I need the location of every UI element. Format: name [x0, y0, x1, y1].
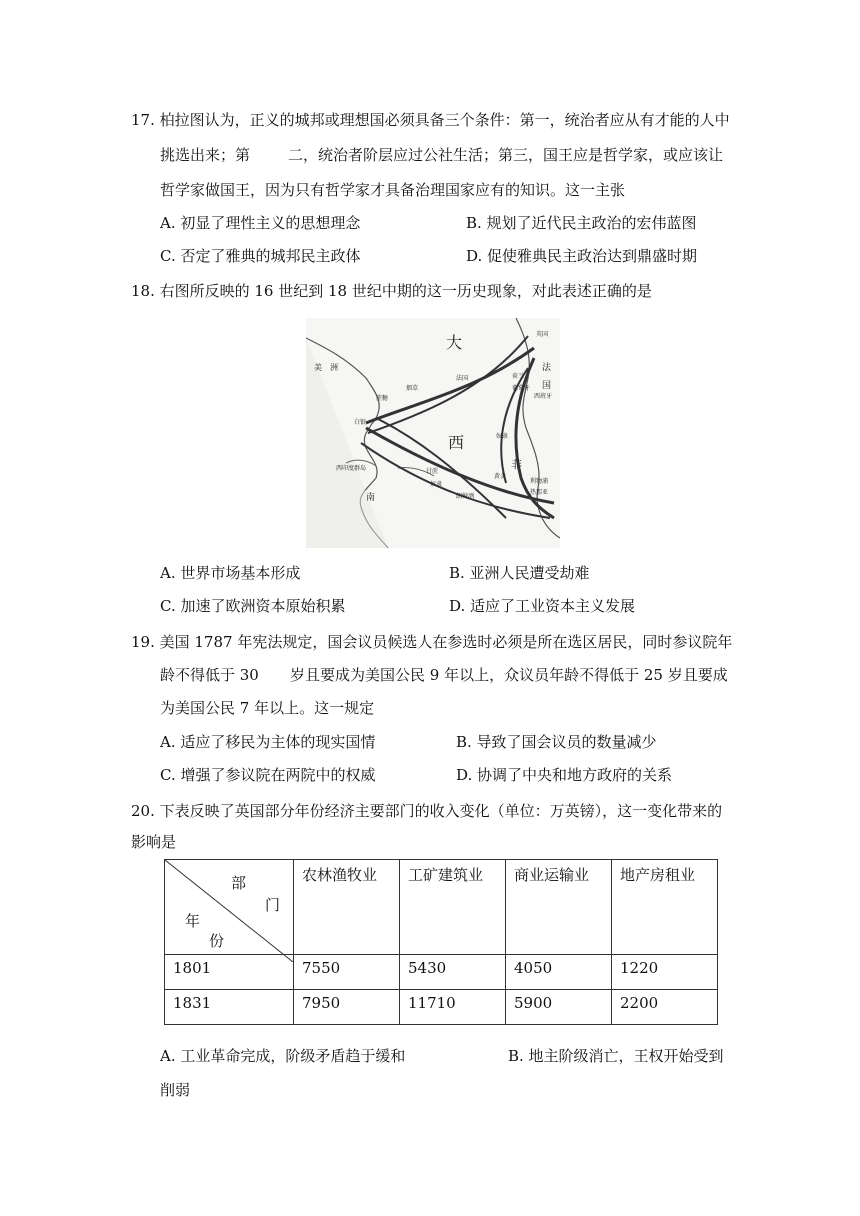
- q17-stem-line3: 哲学家做国王，因为只有哲学家才具备治理国家应有的知识。这一主张: [160, 181, 626, 199]
- map-label-genoa: 热那亚: [530, 489, 549, 496]
- map-label-africa: 非: [511, 458, 522, 471]
- economic-sector-table: [164, 859, 718, 1025]
- map-label-slaves-2: 奴隶: [430, 481, 443, 488]
- table-row: [165, 990, 718, 1025]
- q17-stem-line1: 17. 柏拉图认为，正义的城邦或理想国必须具备三个条件：第一，统治者应从有才能的人中: [131, 111, 730, 129]
- map-label-america: 美 洲: [314, 363, 338, 372]
- map-label-portugal: 葡萄牙: [512, 385, 531, 392]
- q19-option-b[interactable]: B. 导致了国会议员的数量减少: [456, 733, 657, 751]
- q20-option-b-cont: 削弱: [160, 1081, 191, 1099]
- q17-option-a[interactable]: A. 初显了理性主义的思想理念: [160, 214, 361, 232]
- table-cell: 7550: [294, 955, 400, 990]
- map-label-silver: 白银: [354, 419, 367, 426]
- table-header: 农林渔牧业: [294, 860, 400, 955]
- q20-option-a[interactable]: A. 工业革命完成，阶级矛盾趋于缓和: [160, 1047, 406, 1065]
- q19-option-c[interactable]: C. 增强了参议院在两院中的权威: [160, 766, 376, 784]
- corner-label-men: 门: [265, 896, 281, 914]
- table-cell-year: 1801: [165, 955, 294, 990]
- q19-option-a[interactable]: A. 适应了移民为主体的现实国情: [160, 733, 376, 751]
- q18-option-c[interactable]: C. 加速了欧洲资本原始积累: [160, 597, 346, 615]
- map-label-south: 南: [366, 493, 376, 503]
- q20-option-b[interactable]: B. 地主阶级消亡，王权开始受到: [508, 1047, 724, 1065]
- q18-stem-line1: 18. 右图所反映的 16 世纪到 18 世纪中期的这一历史现象，对此表述正确的是: [131, 282, 652, 300]
- q18-option-a[interactable]: A. 世界市场基本形成: [160, 564, 301, 582]
- q18-option-b[interactable]: B. 亚洲人民遭受劫难: [449, 564, 590, 582]
- corner-label-fen: 份: [209, 932, 225, 950]
- map-label-west-indies: 西印度群岛: [336, 465, 367, 472]
- map-label-england: 英国: [536, 331, 549, 338]
- table-corner-cell: [165, 860, 294, 955]
- q19-stem-line2a: 龄不得低于 30: [160, 666, 259, 684]
- map-label-holland: 荷兰: [512, 373, 525, 380]
- q19-stem-line3: 为美国公民 7 年以上。这一规定: [160, 699, 375, 717]
- q19-stem-line2b: 岁且要成为美国公民 9 年以上，众议员年龄不得低于 25 岁且要成: [290, 666, 728, 684]
- q17-option-d[interactable]: D. 促使雅典民主政治达到鼎盛时期: [466, 247, 698, 265]
- map-label-spain: 西班牙: [534, 393, 553, 400]
- table-cell: 1220: [612, 955, 718, 990]
- table-cell: 11710: [400, 990, 506, 1025]
- table-cell: 2200: [612, 990, 718, 1025]
- map-label-liverpool: 利物浦: [530, 478, 549, 485]
- q18-option-d[interactable]: D. 适应了工业资本主义发展: [449, 597, 636, 615]
- table-cell: 5430: [400, 955, 506, 990]
- q17-option-b[interactable]: B. 规划了近代民主政治的宏伟蓝图: [466, 214, 697, 232]
- q17-stem-line2a: 挑选出来；第: [160, 146, 251, 164]
- table-header-row: [165, 860, 718, 955]
- q20-stem-line1: 20. 下表反映了英国部分年份经济主要部门的收入变化（单位：万英镑），这一变化带来的: [131, 802, 723, 820]
- map-label-guo: 国: [542, 381, 552, 391]
- map-label-fa: 法: [542, 363, 552, 373]
- q19-stem-line1: 19. 美国 1787 年宪法规定，国会议员候选人在参选时必须是所在选区居民，同时参议院年: [131, 633, 733, 651]
- map-label-slaves: 奴隶: [496, 433, 509, 440]
- map-label-tobacco: 烟草: [406, 385, 419, 392]
- map-label-gold: 黄金: [494, 473, 507, 480]
- q20-stem-line2: 影响是: [131, 833, 177, 851]
- map-label-da: 大: [446, 333, 463, 352]
- map-illustration: [306, 318, 560, 548]
- q17-option-c[interactable]: C. 否定了雅典的城邦民主政体: [160, 247, 361, 265]
- table-cell: 4050: [506, 955, 612, 990]
- triangular-trade-map: [306, 318, 560, 548]
- table-header: 地产房租业: [612, 860, 718, 955]
- table-header: 工矿建筑业: [400, 860, 506, 955]
- table-cell: 7950: [294, 990, 400, 1025]
- map-label-sugar: 蔗糖: [376, 395, 389, 402]
- map-label-cane: 甘蔗: [426, 468, 439, 475]
- table-cell: 5900: [506, 990, 612, 1025]
- map-label-xi: 西: [448, 433, 465, 452]
- table-header: 商业运输业: [506, 860, 612, 955]
- corner-label-bu: 部: [231, 874, 247, 892]
- q19-option-d[interactable]: D. 协调了中央和地方政府的关系: [456, 766, 673, 784]
- map-label-rum: 朗姆酒: [456, 493, 475, 500]
- map-label-france: 法国: [456, 375, 469, 382]
- corner-label-nian: 年: [185, 912, 201, 930]
- q17-stem-line2b: 二，统治者阶层应过公社生活；第三，国王应是哲学家，或应该让: [288, 146, 724, 164]
- table-cell-year: 1831: [165, 990, 294, 1025]
